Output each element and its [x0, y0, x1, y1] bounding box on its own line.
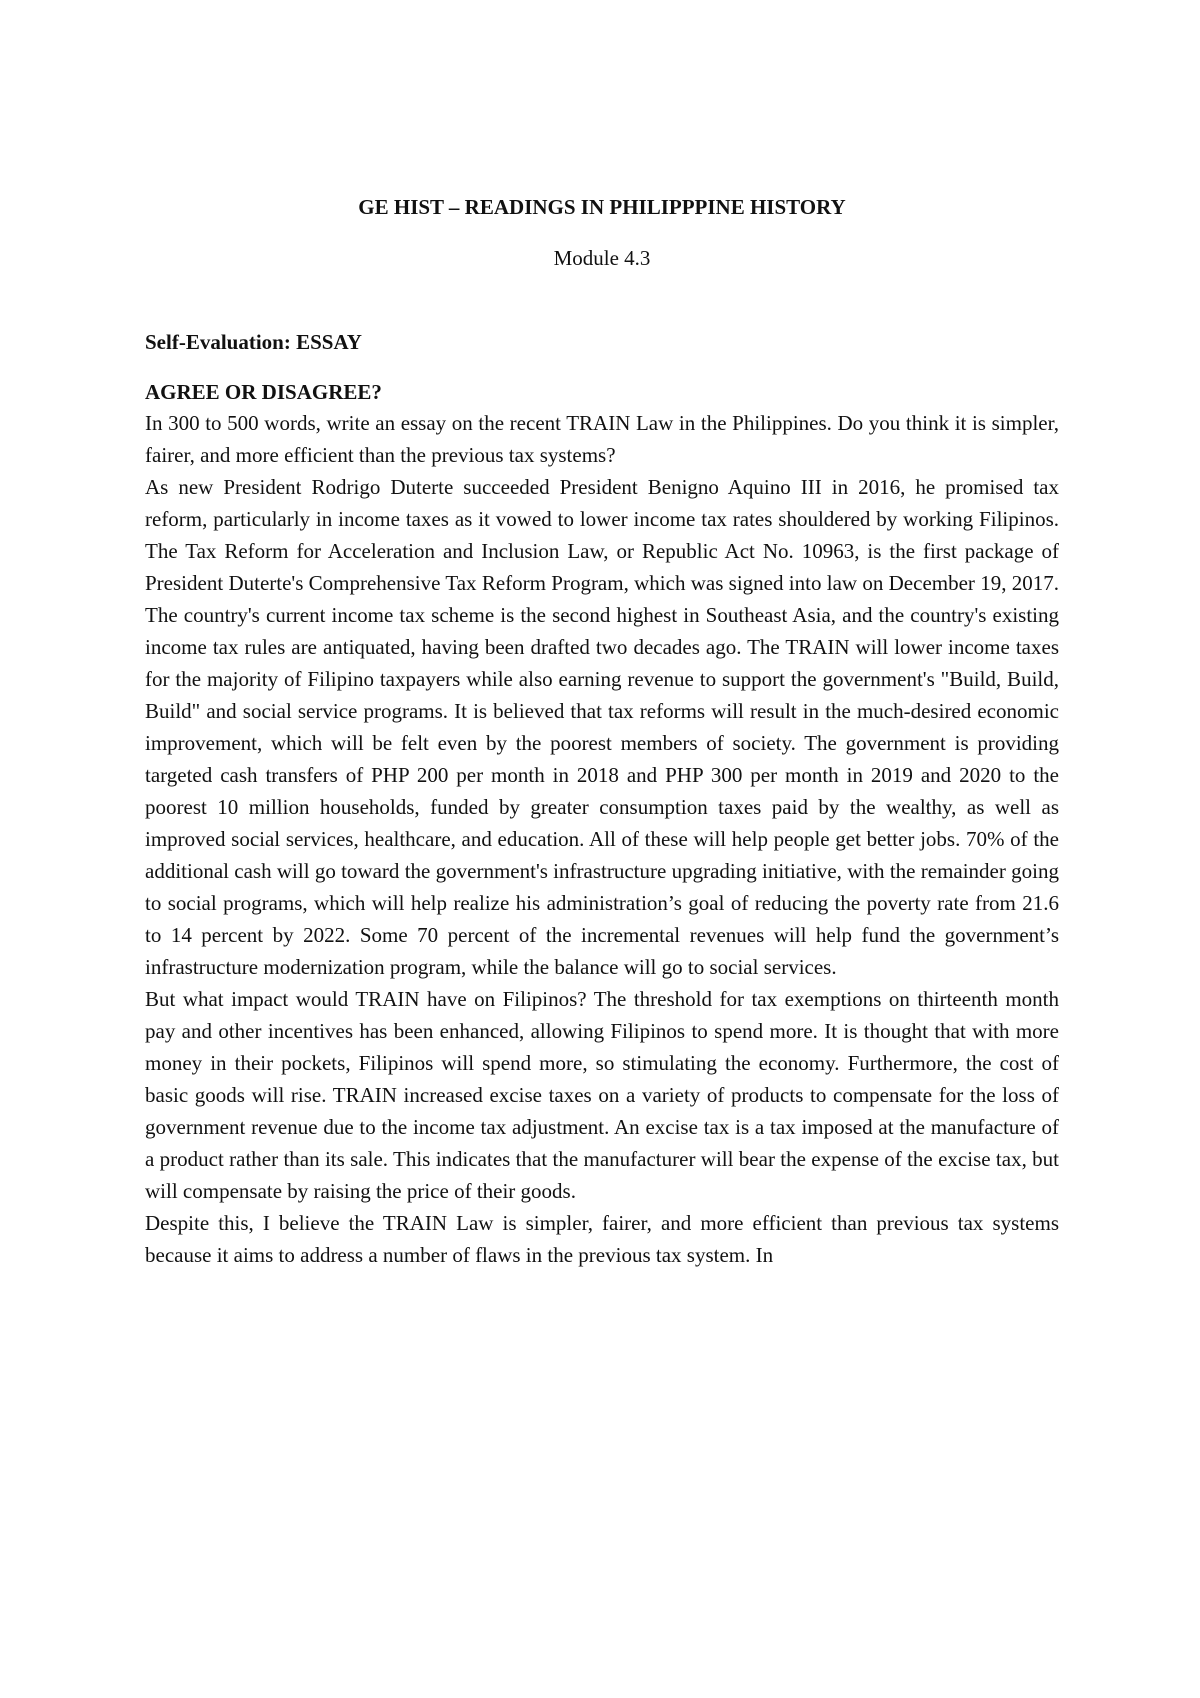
essay-paragraph-3: Despite this, I believe the TRAIN Law is simpler, fairer, and more efficient than previous tax systems because it aims to address a number of flaws in the previous tax system. In [145, 1211, 1059, 1267]
module-label: Module 4.3 [553, 246, 651, 270]
document-body [145, 192, 1059, 1271]
essay-prompt: In 300 to 500 words, write an essay on the recent TRAIN Law in the Philippines. Do you think it is simpler, fairer, and more efficient than the previous tax systems? [145, 411, 1059, 467]
section-heading: Self-Evaluation: ESSAY [145, 330, 362, 354]
question-heading: AGREE OR DISAGREE? [145, 380, 382, 404]
essay-paragraph-2: But what impact would TRAIN have on Filipinos? The threshold for tax exemptions on thirteenth month pay and other incentives has been enhanced, allowing Filipinos to spend more. It is thought that with more money in their pockets, Filipinos will spend more, so stimulating the economy. Furthermore, the cost of basic goods will rise. TRAIN increased excise taxes on a variety of products to compensate for the loss of government revenue due to the income tax adjustment. An excise tax is a tax imposed at the manufacture of a product rather than its sale. This indicates that the manufacturer will bear the expense of the excise tax, but will compensate by raising the price of their goods. [145, 987, 1059, 1203]
essay-paragraph-1: As new President Rodrigo Duterte succeeded President Benigno Aquino III in 2016, he promised tax reform, particularly in income taxes as it vowed to lower income tax rates shouldered by working Filipinos. The Tax Reform for Acceleration and Inclusion Law, or Republic Act No. 10963, is the first package of President Duterte's Comprehensive Tax Reform Program, which was signed into law on December 19, 2017. The country's current income tax scheme is the second highest in Southeast Asia, and the country's existing income tax rules are antiquated, having been drafted two decades ago. The TRAIN will lower income taxes for the majority of Filipino taxpayers while also earning revenue to support the government's "Build, Build, Build" and social service programs. It is believed that tax reforms will result in the much-desired economic improvement, which will be felt even by the poorest members of society. The government is providing targeted cash transfers of PHP 200 per month in 2018 and PHP 300 per month in 2019 and 2020 to the poorest 10 million households, funded by greater consumption taxes paid by the wealthy, as well as improved social services, healthcare, and education. All of these will help people get better jobs. 70% of the additional cash will go toward the government's infrastructure upgrading initiative, with the remainder going to social programs, which will help realize his administration’s goal of reducing the poverty rate from 21.6 to 14 percent by 2022. Some 70 percent of the incremental revenues will help fund the government’s infrastructure modernization program, while the balance will go to social services. [145, 475, 1059, 979]
course-title: GE HIST – READINGS IN PHILIPPPINE HISTORY [358, 195, 846, 219]
